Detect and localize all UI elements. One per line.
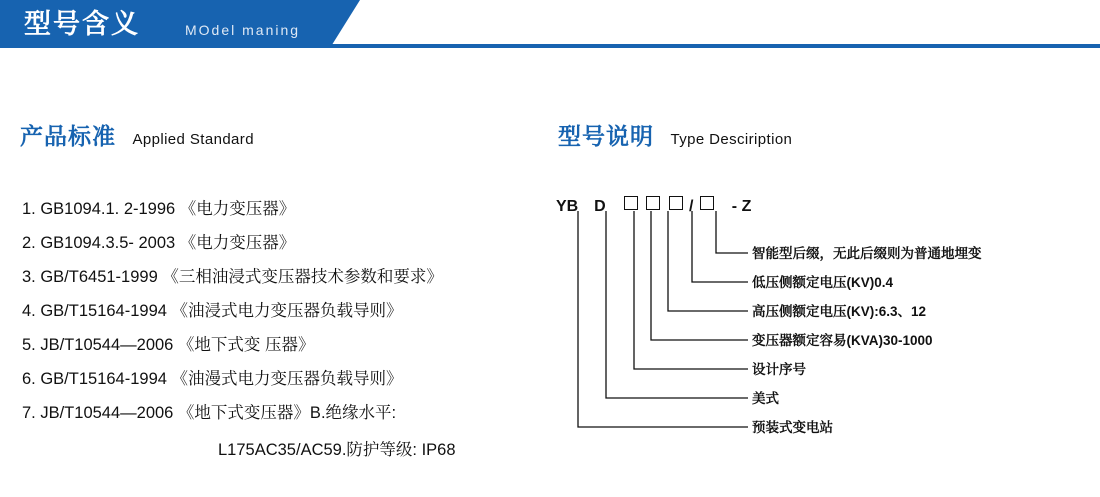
label-rated-capacity: 变压器额定容易(KVA)30-1000 [752,333,933,348]
list-item: 6. GB/T15164-1994 《油漫式电力变压器负载导则》 [22,370,403,388]
code-segment-yb: YB [556,198,579,215]
section-title-en-type: Type Desciription [670,131,793,148]
list-item-continuation-text: L175AC35/AC59.防护等级: IP68 [218,441,456,459]
section-title-cn-type: 型号说明 [558,123,654,149]
label-design-serial: 设计序号 [752,362,806,377]
list-item: 5. JB/T10544—2006 《地下式变 压器》 [22,336,315,354]
standard-list [22,192,542,470]
label-lv-rated-voltage: 低压侧额定电压(KV)0.4 [752,275,894,290]
label-american-style: 美式 [752,391,779,406]
code-segment-z: Z [741,198,752,215]
list-item: 2. GB1094.3.5- 2003 《电力变压器》 [22,234,296,252]
list-item: 3. GB/T6451-1999 《三相油浸式变压器技术参数和要求》 [22,268,443,286]
code-dash: - [731,198,738,215]
section-heading-type-description [558,118,792,151]
model-code-diagram [556,185,1086,455]
label-prefab-substation: 预装式变电站 [752,420,833,435]
list-item: 1. GB1094.1. 2-1996 《电力变压器》 [22,200,296,218]
label-smart-suffix: 智能型后缀，无此后缀则为普通地埋变 [752,246,982,261]
list-item: 7. JB/T10544—2006 《地下式变压器》B.绝缘水平: [22,404,397,422]
header-title-cn: 型号含义 [24,9,140,39]
section-heading-applied-standard [20,118,254,151]
code-segment-d: D [594,198,606,215]
section-title-cn-standard: 产品标准 [20,123,116,149]
list-item: 4. GB/T15164-1994 《油浸式电力变压器负载导则》 [22,302,403,320]
page-header-banner [0,0,1100,52]
list-item-continuation [22,430,542,470]
model-code-label-list [752,239,1092,442]
header-title-en: MOdel maning [185,22,301,38]
code-slash: / [688,198,694,215]
section-title-en-standard: Applied Standard [132,131,254,148]
label-hv-rated-voltage: 高压侧额定电压(KV):6.3、12 [752,304,927,319]
